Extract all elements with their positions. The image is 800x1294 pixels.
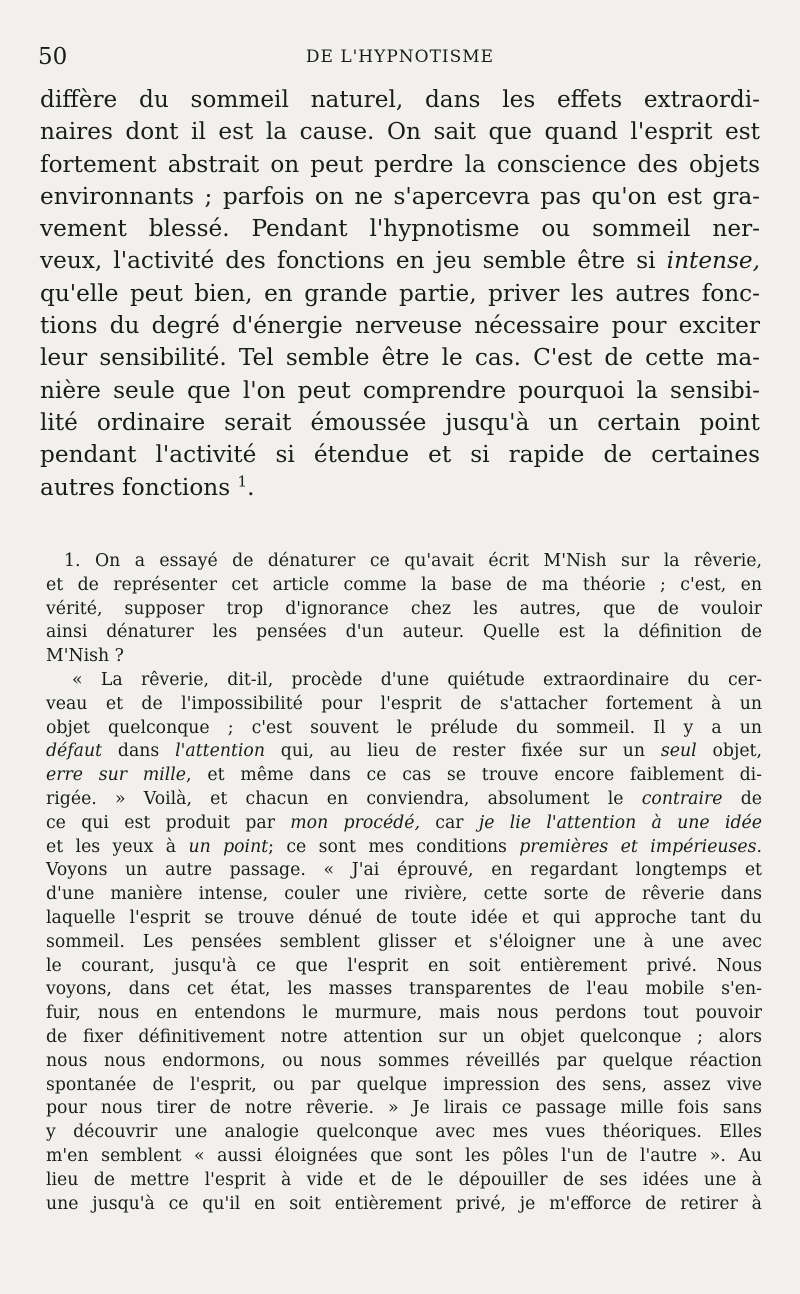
footnote-line-text: et les yeux à — [46, 836, 189, 857]
footnote-line — [46, 550, 762, 574]
body-line: naires dont il est la cause. On sait que quand l'esprit est — [40, 118, 760, 146]
footnote-line-text: car — [419, 812, 479, 833]
body-line: pendant l'activité si étendue et si rapide de certaines — [40, 441, 760, 469]
footnote-line-text: , et même dans ce cas se trouve encore faiblement di- — [186, 765, 763, 786]
footnote-line: pour nous tirer de notre rêverie. » Je lirais ce passage mille fois sans — [46, 1098, 762, 1119]
body-line-text: autres fonctions — [40, 473, 231, 501]
footnote-line: sommeil. Les pensées semblent glisser et s'éloigner une à une avec — [46, 931, 762, 952]
footnote-line: et de représenter cet article comme la base de ma théorie ; c'est, en — [46, 574, 762, 595]
footnote-line: objet quelconque ; c'est souvent le prélude du sommeil. Il y a un — [46, 717, 762, 738]
italic-word: un point — [188, 836, 269, 857]
body-line: tions du degré d'énergie nerveuse nécessaire pour exciter — [40, 312, 760, 340]
main-text — [40, 84, 760, 504]
body-line: lité ordinaire serait émoussée jusqu'à un certain point — [40, 408, 760, 436]
italic-word: mon procédé, — [290, 812, 420, 833]
footnote-line: fuir, nous en entendons le murmure, mais nous perdons tout pouvoir — [46, 1003, 762, 1024]
footnote-line: une jusqu'à ce qu'il en soit entièrement privé, je m'efforce de retirer à — [46, 1193, 762, 1214]
footnote-line: Voyons un autre passage. « J'ai éprouvé, en regardant longtemps et — [46, 860, 762, 881]
footnote-line: le courant, jusqu'à ce que l'esprit en soit entièrement privé. Nous — [46, 955, 762, 976]
footnote-line — [46, 740, 762, 764]
footnote-line: veau et de l'impossibilité pour l'esprit de s'attacher fortement à un — [46, 693, 762, 714]
italic-word: intense, — [666, 247, 760, 275]
footnote-line — [46, 812, 762, 836]
footnote-line: m'en semblent « aussi éloignées que sont les pôles l'un de l'autre ». Au — [46, 1145, 762, 1166]
footnote-line-text: ce qui est produit par — [46, 812, 291, 833]
footnote-line: lieu de mettre l'esprit à vide et de le dépouiller de ses idées une à — [46, 1169, 762, 1190]
footnote-line: vérité, supposer trop d'ignorance chez les autres, que de vouloir — [46, 598, 762, 619]
italic-word: l'attention — [175, 741, 265, 762]
body-line: leur sensibilité. Tel semble être le cas. C'est de cette ma- — [40, 344, 760, 372]
footnote-line — [46, 788, 762, 812]
footnote-line: ainsi dénaturer les pensées d'un auteur. Quelle est la définition de — [46, 622, 762, 643]
italic-word: premières et impérieuses. — [519, 836, 763, 857]
page-number: 50 — [38, 44, 68, 70]
body-line — [40, 245, 760, 277]
footnote-reference: 1 — [237, 471, 248, 490]
footnote-line-text: rigée. » Voilà, et chacun en conviendra, absolument le — [46, 788, 642, 809]
footnote-line-text: objet, — [696, 741, 762, 762]
footnote-line: spontanée de l'esprit, ou par quelque impression des sens, assez vive — [46, 1074, 762, 1095]
body-line — [40, 472, 760, 504]
footnote-line: nous nous endormons, ou nous sommes réveillés par quelque réaction — [46, 1050, 762, 1071]
italic-word: erre sur mille — [46, 765, 187, 786]
footnote-line-text: de — [722, 788, 762, 809]
italic-word: contraire — [641, 788, 723, 809]
footnote-line: d'une manière intense, couler une rivière, cette sorte de rêverie dans — [46, 884, 762, 905]
footnote-number: 1. — [64, 551, 81, 571]
footnote-line: M'Nish ? — [46, 646, 124, 667]
body-line: qu'elle peut bien, en grande partie, priver les autres fonc- — [40, 279, 760, 307]
italic-word: je lie l'attention à une idée — [478, 812, 762, 833]
footnote — [46, 550, 762, 1216]
body-line: diffère du sommeil naturel, dans les effets extraordi- — [40, 86, 760, 113]
body-line: environnants ; parfois on ne s'apercevra pas qu'on est gra- — [40, 182, 760, 210]
body-end-punctuation: . — [247, 473, 255, 501]
footnote-line: y découvrir une analogie quelconque avec mes vues théoriques. Elles — [46, 1122, 762, 1143]
footnote-line-text: qui, au lieu de rester fixée sur un — [264, 741, 661, 762]
footnote-line: laquelle l'esprit se trouve dénué de toute idée et qui approche tant du — [46, 907, 762, 928]
running-title: DE L'HYPNOTISME — [305, 47, 495, 67]
body-line: nière seule que l'on peut comprendre pourquoi la sensibi- — [40, 376, 760, 404]
footnote-line — [46, 836, 762, 860]
footnote-line-text: dans — [102, 741, 176, 762]
footnote-line-text: ; ce sont mes conditions — [268, 836, 520, 857]
italic-word: défaut — [46, 741, 103, 762]
body-line: fortement abstrait on peut perdre la conscience des objets — [40, 150, 760, 178]
footnote-line-text: On a essayé de dénaturer ce qu'avait écrit M'Nish sur la rêverie, — [94, 551, 762, 571]
body-line: vement blessé. Pendant l'hypnotisme ou sommeil ner- — [40, 215, 760, 243]
footnote-line: voyons, dans cet état, les masses transparentes de l'eau mobile s'en- — [46, 979, 762, 1000]
page-header — [38, 40, 762, 74]
body-line-text: veux, l'activité des fonctions en jeu semble être si — [40, 247, 656, 275]
footnote-line: « La rêverie, dit-il, procède d'une quiétude extraordinaire du cer- — [72, 669, 762, 690]
footnote-line: de fixer définitivement notre attention sur un objet quelconque ; alors — [46, 1026, 762, 1047]
italic-word: seul — [660, 741, 697, 762]
footnote-line — [46, 764, 762, 788]
